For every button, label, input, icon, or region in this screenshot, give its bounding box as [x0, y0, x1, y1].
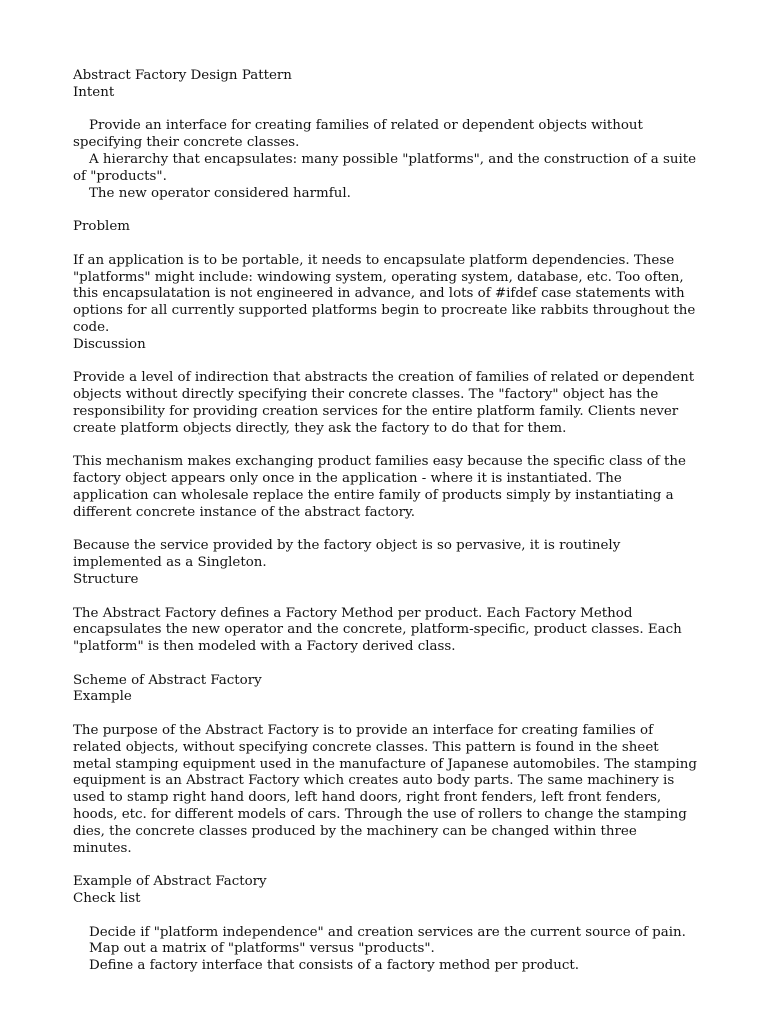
intent-item-1: Provide an interface for creating families of related or dependent objects without specifying their concrete classes.	[73, 118, 643, 151]
document-page	[73, 68, 698, 975]
problem-heading: Problem	[73, 219, 130, 235]
spacer	[73, 236, 698, 253]
spacer	[73, 706, 698, 723]
structure-paragraph: The Abstract Factory defines a Factory Method per product. Each Factory Method encapsulates the new operator and the concrete, platform-specific, product classes. Each "platform" is then modeled with a Factory derived class.	[73, 605, 682, 655]
problem-paragraph: If an application is to be portable, it needs to encapsulate platform dependencies. These "platforms" might include: windowing system, operating system, database, etc. Too often, this encapsulatation is not engineered in advance, and lots of #ifdef case statements with options for all currently supported platforms begin to procreate like rabbits throughout the code.	[73, 252, 696, 335]
discussion-heading: Discussion	[73, 336, 146, 352]
structure-image-caption: Scheme of Abstract Factory	[73, 672, 262, 688]
example-paragraph: The purpose of the Abstract Factory is to provide an interface for creating families of related objects, without specifying concrete classes. This pattern is found in the sheet metal stamping equipment used in the manufacture of Japanese automobiles. The stamping equipment is an Abstract Factory which creates auto body parts. The same machinery is used to stamp right hand doors, left hand doors, right front fenders, left front fenders, hoods, etc. for different models of cars. Through the use of rollers to change the stamping dies, the concrete classes produced by the machinery can be changed within three minutes.	[73, 723, 697, 856]
discussion-paragraph-1: Provide a level of indirection that abstracts the creation of families of related or dependent objects without directly specifying their concrete classes. The "factory" object has the responsibility for providing creation services for the entire platform family. Clients never create platform objects directly, they ask the factory to do that for them.	[73, 370, 695, 436]
spacer	[73, 202, 698, 219]
spacer	[73, 908, 698, 925]
checklist-item-1: Decide if "platform independence" and creation services are the current source of pain.	[89, 924, 686, 940]
spacer	[73, 354, 698, 371]
spacer	[73, 589, 698, 606]
checklist-heading: Check list	[73, 891, 141, 907]
example-image-caption: Example of Abstract Factory	[73, 874, 267, 890]
spacer	[73, 522, 698, 539]
intent-item-2: A hierarchy that encapsulates: many possible "platforms", and the construction of a suite of "products".	[73, 151, 697, 184]
spacer	[73, 438, 698, 455]
example-heading: Example	[73, 689, 132, 705]
discussion-paragraph-3: Because the service provided by the factory object is so pervasive, it is routinely implemented as a Singleton.	[73, 538, 621, 571]
checklist-item-2: Map out a matrix of "platforms" versus "products".	[89, 941, 435, 957]
structure-heading: Structure	[73, 571, 139, 587]
intent-item-3: The new operator considered harmful.	[89, 185, 351, 201]
document-title: Abstract Factory Design Pattern	[73, 68, 292, 83]
checklist-item-3: Define a factory interface that consists of a factory method per product.	[89, 958, 579, 974]
intent-heading: Intent	[73, 84, 115, 100]
spacer	[73, 102, 698, 119]
discussion-paragraph-2: This mechanism makes exchanging product families easy because the specific class of the factory object appears only once in the application - where it is instantiated. The application can wholesale replace the entire family of products simply by instantiating a different concrete instance of the abstract factory.	[73, 454, 686, 520]
spacer	[73, 656, 698, 673]
spacer	[73, 857, 698, 874]
